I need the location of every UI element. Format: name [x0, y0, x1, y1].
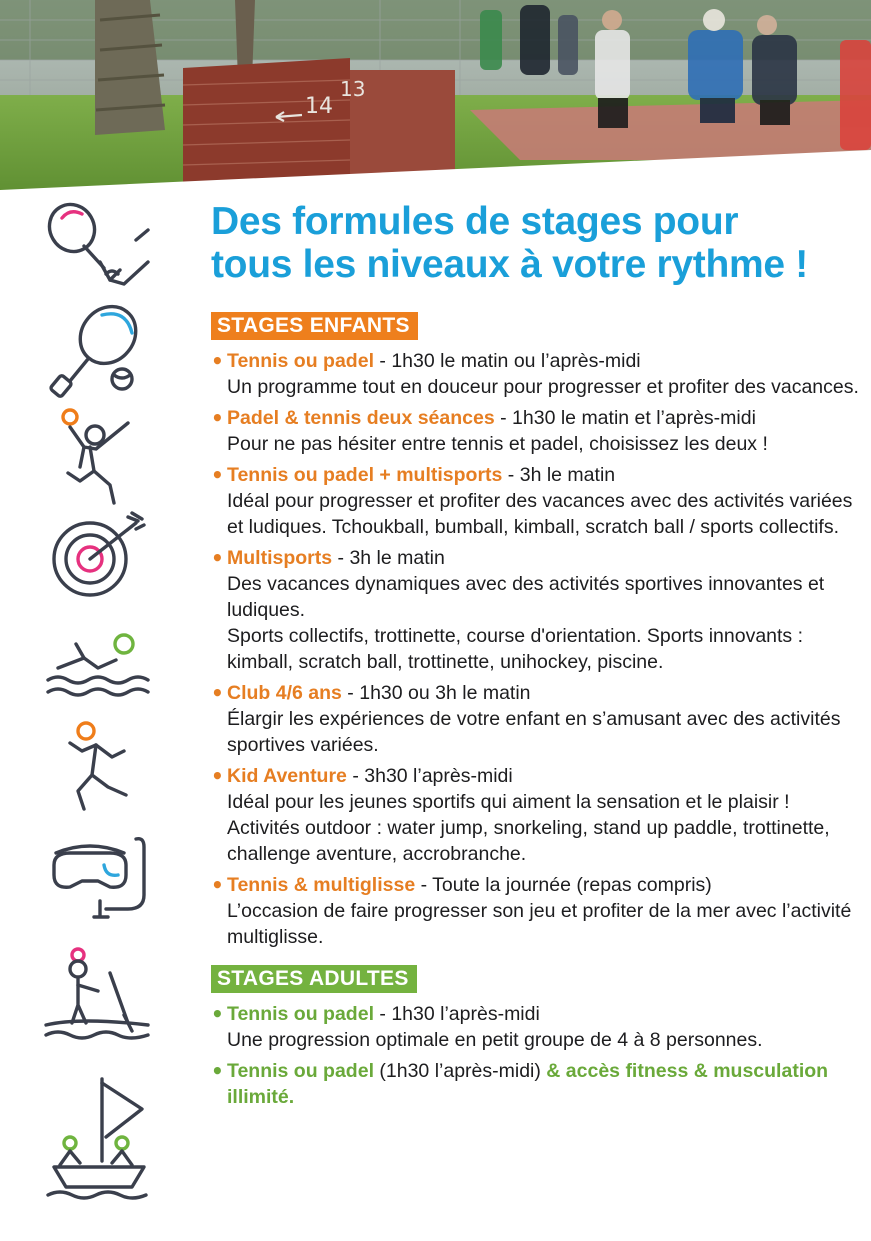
item-sep: - — [502, 464, 520, 486]
racket-ball-icon — [40, 303, 155, 403]
archery-target-icon — [40, 507, 155, 607]
list-item — [211, 872, 861, 950]
bullet-icon: • — [211, 349, 224, 373]
item-title: Tennis ou padel — [227, 1060, 374, 1082]
sailboat-icon — [40, 1075, 155, 1205]
item-desc: Pour ne pas hésiter entre tennis et padel, choisissez les deux ! — [227, 433, 768, 455]
runner-icon — [40, 717, 155, 817]
activity-icons-column — [0, 195, 200, 1241]
bullet-icon: • — [211, 1059, 224, 1083]
item-sep: - — [494, 407, 513, 429]
list-item — [211, 1058, 861, 1110]
item-desc: L’occasion de faire progresser son jeu et profiter de la mer avec l’activité multiglisse. — [227, 900, 852, 948]
title-line-1: Des formules de stages pour — [211, 200, 739, 243]
bullet-icon: • — [211, 463, 224, 487]
item-desc: Élargir les expériences de votre enfant en s’amusant avec des activités sportives variées. — [227, 708, 841, 756]
item-detail: Toute la journée (repas compris) — [432, 874, 712, 896]
item-desc: Un programme tout en douceur pour progresser et profiter des vacances. — [227, 376, 859, 398]
item-detail: 1h30 le matin et l’après-midi — [512, 407, 756, 429]
item-title: Multisports — [227, 547, 333, 569]
item-title: Club 4/6 ans — [227, 682, 342, 704]
paddle-board-icon — [40, 945, 155, 1045]
item-detail: (1h30 l’après-midi) — [373, 1060, 547, 1082]
item-desc: Idéal pour les jeunes sportifs qui aiment la sensation et le plaisir ! — [227, 791, 790, 813]
item-sep: - — [346, 765, 365, 787]
ball-player-icon — [40, 407, 155, 507]
item-sep: - — [341, 682, 360, 704]
item-title: Tennis ou padel — [227, 350, 374, 372]
bullet-icon: • — [211, 764, 224, 788]
kids-list — [211, 348, 861, 950]
item-desc: Idéal pour progresser et profiter des vacances avec des activités variées et ludiques. Tchoukball, bumball, kimball, scratch ball / sports collectifs. — [227, 490, 853, 538]
bullet-icon: • — [211, 546, 224, 570]
item-title: Padel & tennis deux séances — [227, 407, 495, 429]
list-item — [211, 545, 861, 675]
bullet-icon: • — [211, 1002, 224, 1026]
tennis-hand-racket-icon — [40, 200, 155, 300]
stages-content — [211, 200, 861, 1115]
item-detail: 1h30 l’après-midi — [391, 1003, 540, 1025]
court-number-13: 13 — [340, 77, 366, 101]
list-item — [211, 348, 861, 400]
item-detail: 3h le matin — [519, 464, 616, 486]
tennis-club-photo — [0, 0, 871, 195]
bullet-icon: • — [211, 406, 224, 430]
list-item — [211, 405, 861, 457]
list-item — [211, 680, 861, 758]
item-detail: 1h30 ou 3h le matin — [359, 682, 531, 704]
item-sep: - — [373, 350, 392, 372]
section-badge-kids: STAGES ENFANTS — [211, 312, 418, 340]
swimmer-icon — [40, 628, 155, 728]
item-desc: Activités outdoor : water jump, snorkeling, stand up paddle, trottinette, challenge aventure, accrobranche. — [227, 817, 830, 865]
item-title: Tennis & multiglisse — [227, 874, 416, 896]
item-detail: 1h30 le matin ou l’après-midi — [391, 350, 641, 372]
header-photo — [0, 0, 871, 195]
item-title: Tennis ou padel + multisports — [227, 464, 503, 486]
snorkel-mask-icon — [40, 825, 155, 925]
item-desc: Des vacances dynamiques avec des activités sportives innovantes et ludiques. — [227, 573, 825, 621]
item-title: Tennis ou padel — [227, 1003, 374, 1025]
item-detail: 3h30 l’après-midi — [364, 765, 513, 787]
item-detail: 3h le matin — [349, 547, 445, 569]
bullet-icon: • — [211, 681, 224, 705]
section-badge-adults: STAGES ADULTES — [211, 965, 417, 993]
title-line-2: tous les niveaux à votre rythme ! — [211, 243, 808, 286]
list-item — [211, 1001, 861, 1053]
item-title: Kid Aventure — [227, 765, 347, 787]
page-title — [211, 200, 861, 286]
item-sep: - — [415, 874, 433, 896]
list-item — [211, 462, 861, 540]
item-sep: - — [373, 1003, 392, 1025]
item-desc: Une progression optimale en petit groupe de 4 à 8 personnes. — [227, 1029, 763, 1051]
adults-list — [211, 1001, 861, 1110]
court-number-14: 14 — [305, 94, 333, 119]
item-title-extra: & accès fitness & musculation illimité. — [227, 1060, 829, 1108]
item-desc: Sports collectifs, trottinette, course d'orientation. Sports innovants : kimball, scratch ball, trottinette, unihockey, piscine. — [227, 625, 804, 673]
item-sep: - — [332, 547, 350, 569]
list-item — [211, 763, 861, 867]
bullet-icon: • — [211, 873, 224, 897]
